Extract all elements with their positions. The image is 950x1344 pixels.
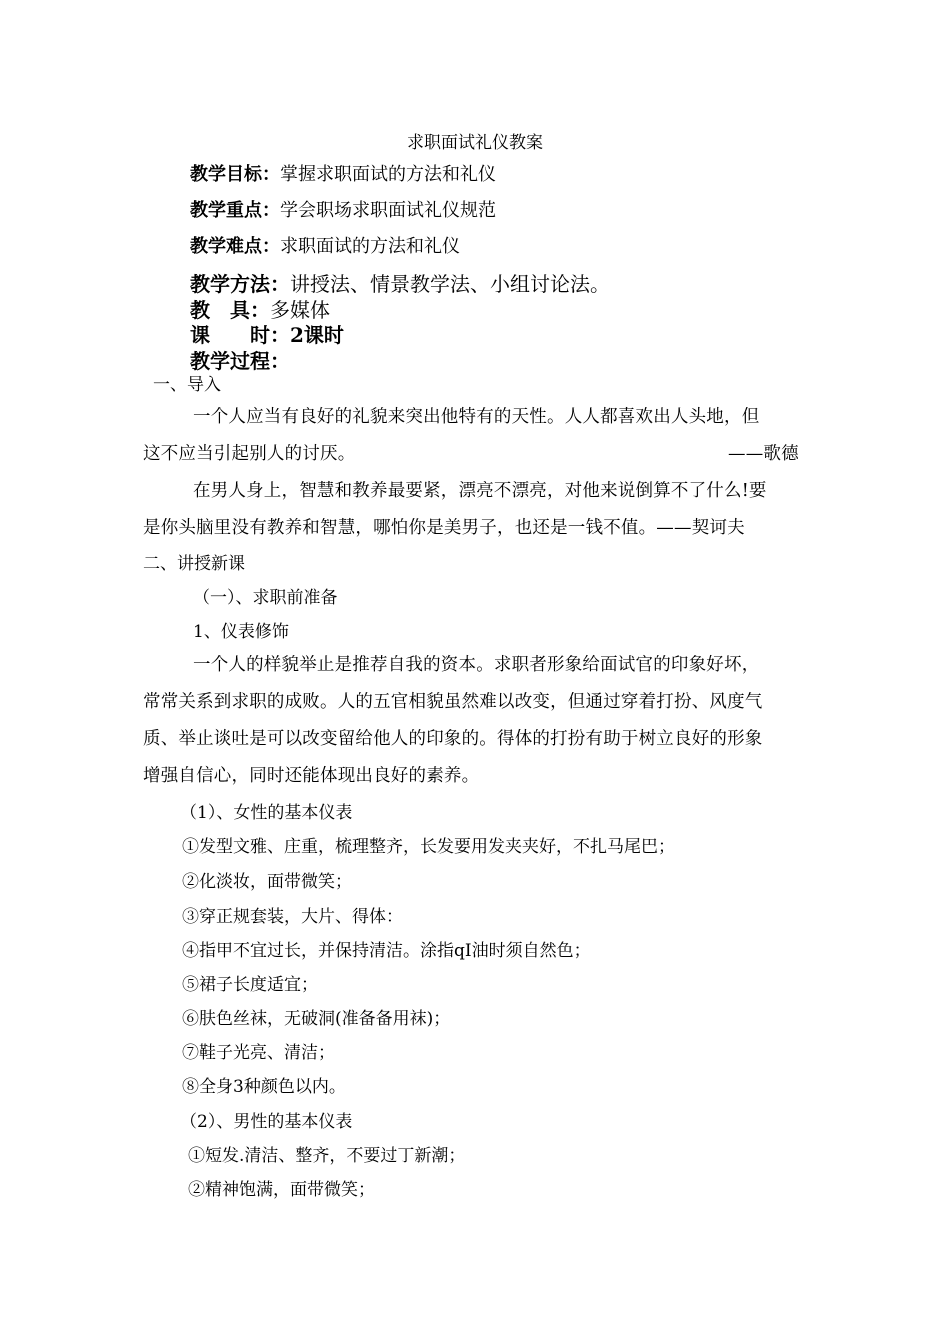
female-item: ④指甲不宜过长，并保持清洁。涂指qI油时须自然色； — [182, 941, 591, 961]
quote2-line2: 是你头脑里没有教养和智慧，哪怕你是美男子，也还是一钱不值。——契诃夫 — [143, 518, 745, 538]
hours-row — [190, 319, 344, 348]
male-item: ①短发.清洁、整齐，不要过丁新潮； — [188, 1146, 466, 1166]
tools-value: 多媒体 — [270, 298, 330, 322]
hours-value: 2课时 — [290, 323, 344, 347]
male-item: ②精神饱满，面带微笑； — [188, 1180, 375, 1200]
method-value: 讲授法、情景教学法、小组讨论法。 — [290, 272, 610, 296]
difficulty-row — [190, 232, 460, 258]
key-point-label: 教学重点： — [190, 200, 280, 221]
difficulty-value: 求职面试的方法和礼仪 — [280, 236, 460, 257]
difficulty-label: 教学难点： — [190, 236, 280, 257]
subsection-appearance-heading: 1、仪表修饰 — [193, 622, 289, 642]
female-heading: （1）、女性的基本仪表 — [180, 803, 353, 823]
female-item: ⑦鞋子光亮、清洁； — [182, 1043, 335, 1063]
quote1-line1: 一个人应当有良好的礼貌来突出他特有的天性。人人都喜欢出人头地，但 — [193, 407, 760, 427]
paragraph-line: 增强自信心，同时还能体现出良好的素养。 — [143, 766, 480, 786]
paragraph-line: 质、举止谈吐是可以改变留给他人的印象的。得体的打扮有助于树立良好的形象 — [143, 729, 763, 749]
female-item: ⑧全身3种颜色以内。 — [182, 1077, 346, 1097]
document-title: 求职面试礼仪教案 — [407, 133, 543, 153]
section-new-lesson-heading: 二、讲授新课 — [143, 554, 245, 574]
key-point-row — [190, 196, 496, 222]
method-label: 教学方法： — [190, 272, 290, 296]
objective-value: 掌握求职面试的方法和礼仪 — [280, 164, 496, 185]
female-item: ⑤裙子长度适宜； — [182, 975, 318, 995]
process-label: 教学过程： — [190, 349, 290, 373]
section-intro-heading: 一、导入 — [153, 375, 221, 395]
key-point-value: 学会职场求职面试礼仪规范 — [280, 200, 496, 221]
quote2-line1: 在男人身上，智慧和教养最要紧，漂亮不漂亮，对他来说倒算不了什么!要 — [193, 481, 767, 501]
quote1-author: ——歌德 — [728, 444, 799, 464]
quote1-line2: 这不应当引起别人的讨厌。 — [143, 444, 356, 464]
female-item: ⑥肤色丝袜，无破洞(准备备用袜)； — [182, 1009, 451, 1029]
male-heading: （2）、男性的基本仪表 — [180, 1112, 353, 1132]
female-item: ①发型文雅、庄重，梳理整齐，长发要用发夹夹好，不扎马尾巴； — [182, 837, 675, 857]
female-item: ③穿正规套装，大片、得体： — [182, 907, 403, 927]
tools-label: 教 具： — [190, 298, 270, 322]
objective-label: 教学目标： — [190, 164, 280, 185]
hours-label: 课 时： — [190, 323, 290, 347]
method-row — [190, 268, 610, 297]
subsection-prep-heading: （一）、求职前准备 — [193, 588, 338, 608]
female-item: ②化淡妆，面带微笑； — [182, 872, 352, 892]
paragraph-line: 常常关系到求职的成败。人的五官相貌虽然难以改变，但通过穿着打扮、风度气 — [143, 692, 763, 712]
paragraph-line: 一个人的样貌举止是推荐自我的资本。求职者形象给面试官的印象好坏， — [193, 655, 760, 675]
objective-row — [190, 160, 496, 186]
